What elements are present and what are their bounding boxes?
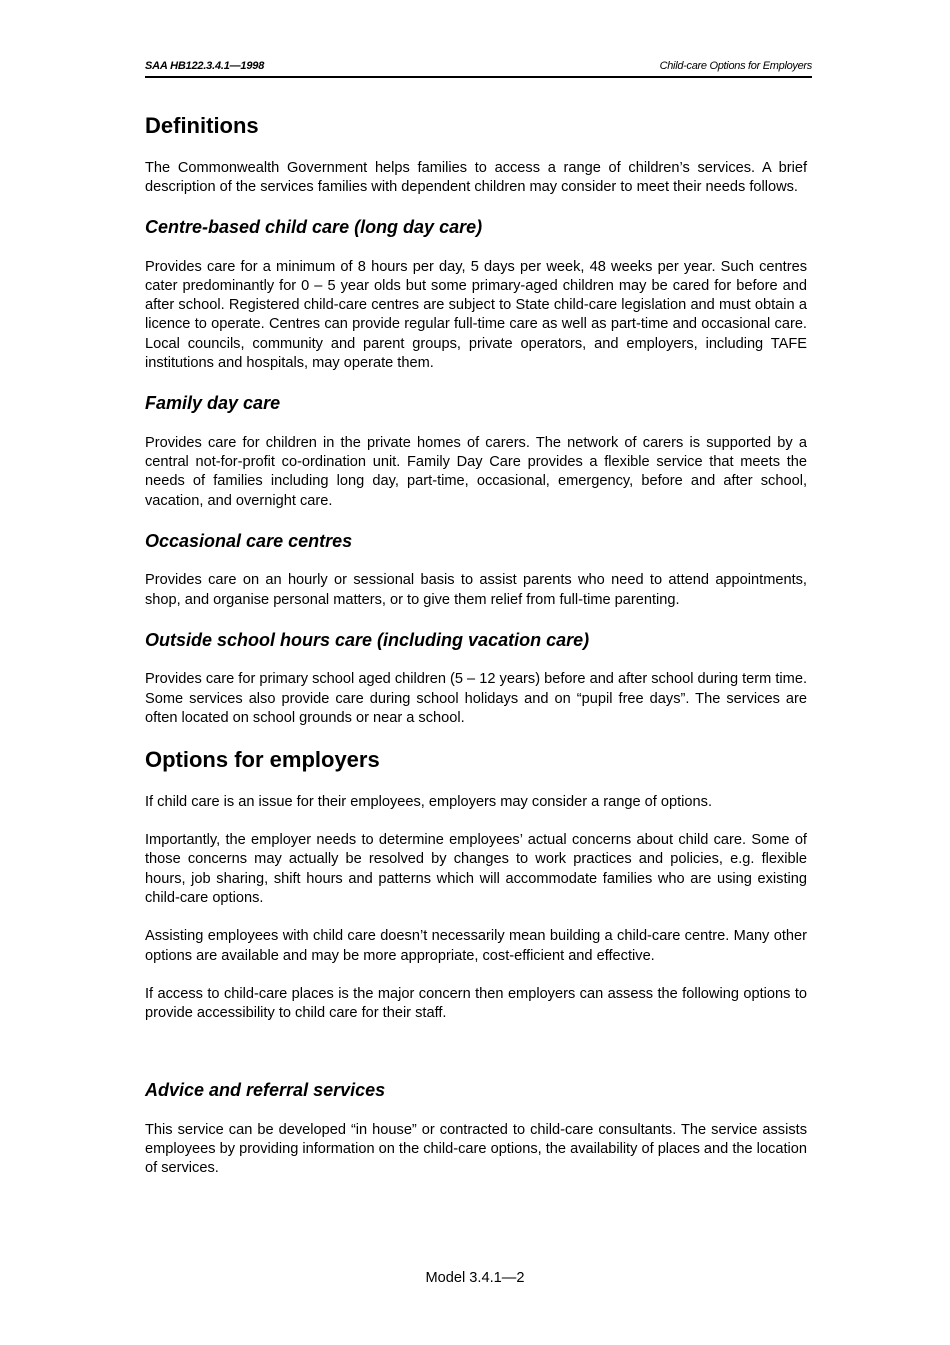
heading-occasional-care: Occasional care centres <box>145 530 353 551</box>
occasional-care-body: Provides care on an hourly or sessional basis to assist parents who need to attend appointments, shop, and organise personal matters, or to give them relief from full-time parenting. <box>145 572 807 608</box>
centre-based-care-body: Provides care for a minimum of 8 hours per day, 5 days per week, 48 weeks per year. Such centres cater predominantly for 0 – 5 year olds but some primary-aged children may be cared for before and after school. Registered child-care centres are subject to State child-care legislation and must obtain a licence to operate. Centres can provide regular full-time care as well as part-time and occasional care. Local councils, community and parent groups, private operators, and employers, including TAFE institutions and hospitals, may operate them. <box>145 258 807 372</box>
definitions-intro: The Commonwealth Government helps families to access a range of children’s services. A brief description of the services families with dependent children may consider to meet their needs follows. <box>145 159 807 195</box>
heading-outside-school-care: Outside school hours care (including vacation care) <box>145 629 590 650</box>
options-paragraph-2: Importantly, the employer needs to determine employees’ actual concerns about child care. Some of those concerns may actually be resolved by changes to work practices and policies, e.g. flexible hours, job sharing, shift hours and patterns which will accommodate families who are using existing child-care options. <box>145 832 807 906</box>
outside-school-care-body: Provides care for primary school aged children (5 – 12 years) before and after school during term time. Some services also provide care during school holidays and on “pupil free days”. The services are often located on school grounds or near a school. <box>145 671 807 726</box>
heading-centre-based-care: Centre-based child care (long day care) <box>145 217 483 238</box>
page-content <box>145 112 807 1179</box>
heading-options-for-employers: Options for employers <box>145 747 380 773</box>
options-paragraph-4: If access to child-care places is the major concern then employers can assess the following options to provide accessibility to child care for their staff. <box>145 985 807 1022</box>
options-paragraph-1: If child care is an issue for their employees, employers may consider a range of options. <box>145 793 712 810</box>
heading-advice-referral: Advice and referral services <box>145 1080 386 1101</box>
document-title: Child-care Options for Employers <box>659 60 812 72</box>
advice-referral-body: This service can be developed “in house” or contracted to child-care consultants. The service assists employees by providing information on the child-care options, the availability of places and the location of services. <box>145 1121 807 1177</box>
document-code: SAA HB122.3.4.1—1998 <box>145 60 265 72</box>
heading-definitions: Definitions <box>145 113 259 138</box>
page-footer: Model 3.4.1—2 <box>425 1270 525 1286</box>
heading-family-day-care: Family day care <box>145 393 281 414</box>
family-day-care-body: Provides care for children in the private homes of carers. The network of carers is supported by a central not-for-profit co-ordination unit. Family Day Care provides a flexible service that meets the needs of families including long day, part-time, occasional, emergency, before and after school, vacation, and overnight care. <box>145 434 807 509</box>
options-paragraph-3: Assisting employees with child care doesn’t necessarily mean building a child-care centre. Many other options are available and may be more appropriate, cost-efficient and effective. <box>145 928 807 964</box>
page-header <box>145 58 812 78</box>
